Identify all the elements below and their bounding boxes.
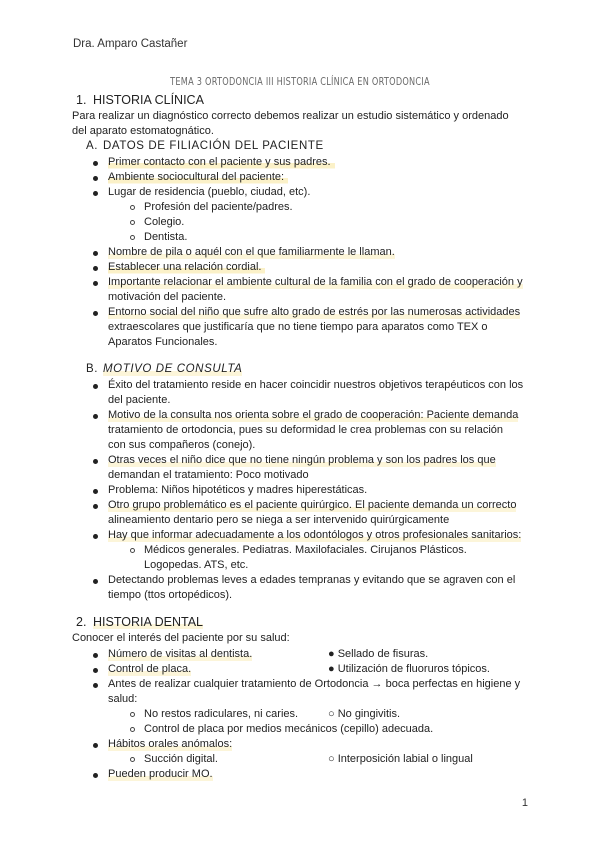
bullet-icon	[93, 384, 98, 389]
bullet-icon	[93, 668, 98, 673]
sectionB-item-4: Problema: Niños hipotéticos y madres hiperestáticas.	[108, 484, 368, 496]
section2-subitem-3: Succión digital.	[144, 753, 218, 765]
bullet-icon	[93, 504, 98, 509]
bullet-icon	[93, 683, 98, 688]
sectionB-item-5-line2: alineamiento dentario pero se niega a ser intervenido quirúrgicamente	[108, 514, 450, 526]
section1-number: 1.	[76, 93, 87, 107]
section1-intro-line2: del aparato estomatognático.	[72, 125, 214, 137]
section1-intro-line1: Para realizar un diagnóstico correcto debemos realizar un estudio sistemático y ordenado	[72, 110, 509, 122]
sectionA-item-2: Ambiente sociocultural del paciente:	[108, 170, 288, 185]
sectionA-item-6-line2: motivación del paciente.	[108, 291, 227, 303]
sectionA-item-6-line1: Importante relacionar el ambiente cultural de la familia con el grado de cooperación y	[108, 276, 523, 288]
section2-item-3-line1: Antes de realizar cualquier tratamiento de Ortodoncia → boca perfectas en higiene y	[108, 678, 521, 690]
sectionB-item-3-line1: Otras veces el niño dice que no tiene ningún problema y son los padres los que	[108, 454, 496, 466]
section2-subitem-1-right: ○ No gingivitis.	[328, 708, 401, 720]
sectionA-item-5: Establecer una relación cordial.	[108, 260, 265, 275]
section2-item-2-right: ● Utilización de fluoruros tópicos.	[328, 663, 490, 675]
section2-item-1-right: ● Sellado de fisuras.	[328, 648, 429, 660]
sectionB-subitem-1-line2: Logopedas. ATS, etc.	[144, 559, 249, 571]
section2-item-2: Control de placa.	[108, 663, 192, 675]
sectionA-subitem-1: Profesión del paciente/padres.	[144, 201, 293, 213]
sub-bullet-icon	[130, 548, 135, 553]
bullet-icon	[93, 266, 98, 271]
section2-item-4: Hábitos orales anómalos:	[108, 738, 233, 750]
bullet-icon	[93, 191, 98, 196]
sectionB-item-3-line2: demandan el tratamiento: Poco motivado	[108, 469, 309, 481]
sectionA-item-7-line1: Entorno social del niño que sufre alto grado de estrés por las numerosas actividades	[108, 306, 521, 318]
bullet-icon	[93, 251, 98, 256]
section2-item-5: Pueden producir MO.	[108, 768, 213, 780]
section2-title: HISTORIA DENTAL	[93, 615, 203, 629]
section2-item-3-line2: salud:	[108, 693, 138, 705]
section2-item-1: Número de visitas al dentista.	[108, 648, 253, 660]
bullet-icon	[93, 773, 98, 778]
sectionB-item-1-line1: Éxito del tratamiento reside en hacer coincidir nuestros objetivos terapéuticos con los	[108, 379, 524, 391]
sub-bullet-icon	[130, 712, 135, 717]
sectionB-item-7-line2: tiempo (ttos ortopédicos).	[108, 589, 233, 601]
section2-subitem-3-right: ○ Interposición labial o lingual	[328, 753, 473, 765]
sectionB-item-2-line2: tratamiento de ortodoncia, pues su deformidad le crea problemas con su relación	[108, 424, 504, 436]
bullet-icon	[93, 414, 98, 419]
bullet-icon	[93, 653, 98, 658]
sectionB-letter: B.	[86, 363, 99, 375]
sectionB-item-1-line2: del paciente.	[108, 394, 171, 406]
sectionA-item-7-line3: Aparatos Funcionales.	[108, 336, 218, 348]
bullet-icon	[93, 743, 98, 748]
page-number: 1	[521, 797, 528, 809]
section2-number: 2.	[76, 615, 87, 629]
bullet-icon	[93, 534, 98, 539]
bullet-icon	[93, 161, 98, 166]
sub-bullet-icon	[130, 757, 135, 762]
bullet-icon	[93, 176, 98, 181]
sectionB-item-5-line1: Otro grupo problemático es el paciente quirúrgico. El paciente demanda un correcto	[108, 499, 517, 511]
sectionA-subitem-2: Colegio.	[144, 216, 185, 228]
sectionA-item-1: Primer contacto con el paciente y sus padres.	[108, 155, 335, 170]
sectionB-title: MOTIVO DE CONSULTA	[103, 363, 243, 375]
sectionA-item-4: Nombre de pila o aquél con el que familiarmente le llaman.	[108, 246, 395, 258]
sectionA-subitem-3: Dentista.	[144, 231, 188, 243]
bullet-icon	[93, 281, 98, 286]
sub-bullet-icon	[130, 235, 135, 240]
sub-bullet-icon	[130, 220, 135, 225]
sectionB-item-7-line1: Detectando problemas leves a edades tempranas y evitando que se agraven con el	[108, 574, 516, 586]
sub-bullet-icon	[130, 727, 135, 732]
sectionB-subitem-1-line1: Médicos generales. Pediatras. Maxilofaciales. Cirujanos Plásticos.	[144, 544, 467, 556]
section2-intro: Conocer el interés del paciente por su salud:	[72, 632, 290, 644]
section2-subitem-2: Control de placa por medios mecánicos (cepillo) adecuada.	[144, 723, 434, 735]
bullet-icon	[93, 579, 98, 584]
sectionA-title: DATOS DE FILIACIÓN DEL PACIENTE	[103, 140, 324, 152]
sectionB-item-2-line3: con sus compañeros (conejo).	[108, 439, 256, 451]
section2-subitem-1: No restos radiculares, ni caries.	[144, 708, 299, 720]
sectionA-item-3: Lugar de residencia (pueblo, ciudad, etc).	[108, 186, 311, 198]
sectionA-letter: A.	[86, 140, 99, 152]
bullet-icon	[93, 489, 98, 494]
bullet-icon	[93, 311, 98, 316]
sub-bullet-icon	[130, 205, 135, 210]
sectionB-item-2-line1: Motivo de la consulta nos orienta sobre el grado de cooperación: Paciente demanda	[108, 409, 519, 421]
sectionB-item-6: Hay que informar adecuadamente a los odontólogos y otros profesionales sanitarios:	[108, 529, 522, 541]
bullet-icon	[93, 459, 98, 464]
author-header: Dra. Amparo Castañer	[73, 38, 188, 50]
document-title: TEMA 3 ORTODONCIA III HISTORIA CLÍNICA EN ORTODONCIA	[170, 76, 430, 88]
section1-title: HISTORIA CLÍNICA	[93, 93, 204, 107]
sectionA-item-7-line2: extraescolares que justificaría que no tiene tiempo para aparatos como TEX o	[108, 321, 488, 333]
